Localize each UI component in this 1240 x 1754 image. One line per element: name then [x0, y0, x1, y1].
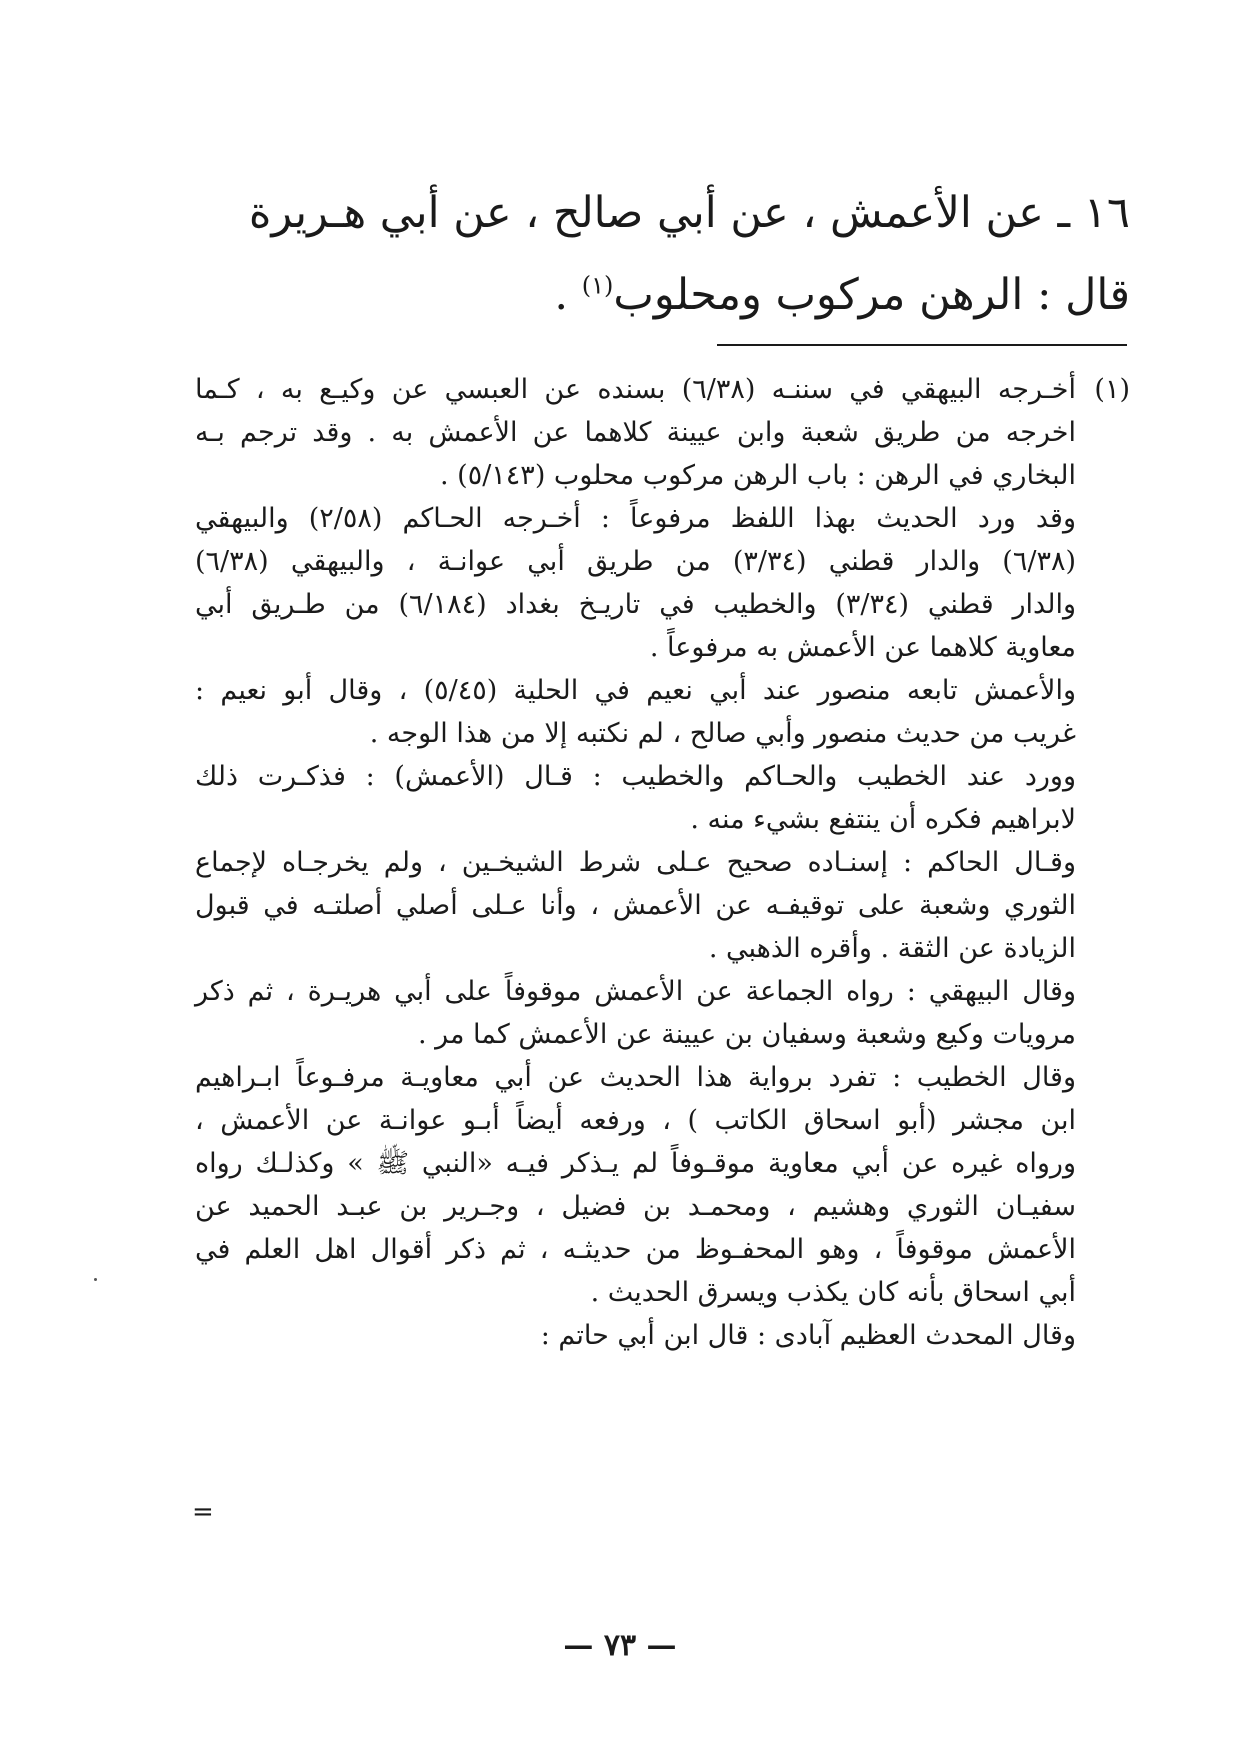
footnote-line: وقال الخطيب : تفرد برواية هذا الحديث عن أبي معاويـة مرفـوعاً ابـراهيم: [195, 1062, 1076, 1093]
footnote-line: وقال البيهقي : رواه الجماعة عن الأعمش موقوفاً على أبي هريـرة ، ثم ذكر: [195, 976, 1076, 1007]
page-number: — ٧٣ —: [563, 1628, 677, 1663]
footnote-line: معاوية كلاهما عن الأعمش به مرفوعاً .: [649, 632, 1076, 663]
scan-speck: [94, 1278, 97, 1281]
footnote-separator: [717, 344, 1127, 346]
footnote-1: [195, 368, 1130, 1357]
footnote-line: وورد عند الخطيب والحـاكم والخطيب : قـال (الأعمش) : فذكـرت ذلك: [195, 761, 1076, 792]
footnote-body: [195, 368, 1076, 1357]
footnote-line: الزيادة عن الثقة . وأقره الذهبي .: [708, 933, 1076, 964]
footnote-line: لابراهيم فكره أن ينتفع بشيء منه .: [690, 804, 1076, 835]
footnote-line: ورواه غيره عن أبي معاوية موقـوفاً لم يـذكر فيـه «النبي ﷺ » وكذلـك رواه: [195, 1148, 1076, 1179]
footnote-line: (٦/٣٨) والدار قطني (٣/٣٤) من طريق أبي عوانـة ، والبيهقي (٦/٣٨): [195, 546, 1076, 577]
footnote-line: وقال المحدث العظيم آبادى : قال ابن أبي حاتم :: [540, 1320, 1076, 1351]
footnote-line: أخـرجه البيهقي في سننـه (٦/٣٨) بسنده عن العبسي عن وكيـع به ، كـما: [195, 374, 1076, 405]
footnotes: [195, 368, 1130, 1357]
footnote-line: والدار قطني (٣/٣٤) والخطيب في تاريـخ بغداد (٦/١٨٤) من طـريق أبي: [195, 589, 1076, 620]
footnote-line: وقـال الحاكم : إسنـاده صحيح عـلى شرط الشيخـين ، ولم يخرجـاه لإجماع: [195, 847, 1076, 878]
hadith-line-2: [170, 254, 1130, 336]
footnote-reference: (١): [581, 271, 614, 300]
footnote-line: وقد ورد الحديث بهذا اللفظ مرفوعاً : أخـرجه الحـاكم (٢/٥٨) والبيهقي: [195, 503, 1076, 534]
hadith-line-2-text: قال : الرهن مركوب ومحلوب: [613, 270, 1130, 320]
footnote-line: سفيـان الثوري وهشيم ، ومحمـد بن فضيل ، وجـرير بن عبـد الحميد عن: [195, 1191, 1076, 1222]
footnote-line: اخرجه من طريق شعبة وابن عيينة كلاهما عن الأعمش به . وقد ترجم بـه: [195, 417, 1076, 448]
footnote-line: ابن مجشر (أبو اسحاق الكاتب ) ، ورفعه أيضاً أبـو عوانـة عن الأعمش ،: [195, 1105, 1076, 1136]
hadith-text: [170, 172, 1130, 336]
footnote-number: (١): [1094, 374, 1130, 405]
footnote-line: والأعمش تابعه منصور عند أبي نعيم في الحلية (٥/٤٥) ، وقال أبو نعيم :: [195, 675, 1076, 706]
footnote-line: الثوري وشعبة على توقيفـه عن الأعمش ، وأنا عـلى أصلي أصلتـه في قبول: [195, 890, 1076, 921]
footnote-line: البخاري في الرهن : باب الرهن مركوب محلوب (٥/١٤٣) .: [440, 460, 1076, 491]
footnote-line: غريب من حديث منصور وأبي صالح ، لم نكتبه إلا من هذا الوجه .: [369, 718, 1076, 749]
hadith-line-2-end: .: [554, 270, 582, 320]
hadith-line-1: ١٦ ـ عن الأعمش ، عن أبي صالح ، عن أبي هـريرة: [248, 188, 1130, 238]
footnote-line: مرويات وكيع وشعبة وسفيان بن عيينة عن الأعمش كما مر .: [417, 1019, 1076, 1050]
footnote-line: الأعمش موقوفاً ، وهو المحفـوظ من حديثـه ، ثم ذكر أقوال اهل العلم في: [195, 1234, 1076, 1265]
footnote-line: أبي اسحاق بأنه كان يكذب ويسرق الحديث .: [590, 1277, 1076, 1308]
continuation-mark: =: [192, 1497, 214, 1527]
